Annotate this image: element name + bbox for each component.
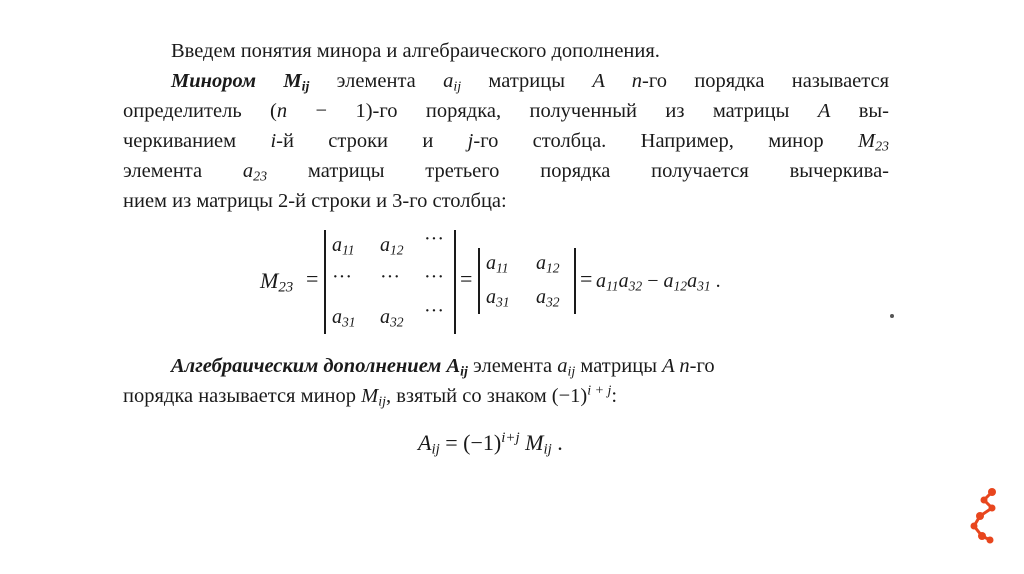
definition-paragraph	[123, 36, 889, 216]
det3-r2-dots-2: ···	[380, 266, 400, 288]
det2-a12: $a_{12}$	[536, 252, 560, 276]
minor-definition-line-3: черкиванием i-й строки и j-го столбца. Например, минор $M_{23}$	[123, 130, 889, 155]
det3-r3-dots: ···	[424, 300, 444, 322]
det3-a11: $a_{11}$	[332, 234, 355, 258]
det3-r1-dots: ···	[424, 228, 444, 250]
det2-a31: $a_{31}$	[486, 286, 510, 310]
det3-a12: $a_{12}$	[380, 234, 404, 258]
minor-definition-line-5: нием из матрицы 2-й строки и 3-го столбца:	[123, 190, 507, 212]
formula-rhs: $a_{11}a_{32} - a_{12}a_{31}$ .	[596, 270, 721, 294]
det2-right-bar	[574, 248, 576, 314]
det3-a32: $a_{32}$	[380, 306, 404, 330]
minor-definition-line-4: элемента $a_{23}$ матрицы третьего порядка получается вычеркива-	[123, 160, 889, 185]
equals-sign-3: =	[580, 266, 593, 291]
det2-left-bar	[478, 248, 480, 314]
symbol-m-ij: $M_{ij}$	[283, 70, 310, 95]
cofactor-formula: $A_{ij} = (-1)^{i+j}$ $M_{ij}$ .	[418, 429, 563, 458]
minor-formula	[252, 228, 772, 336]
term-cofactor: Алгебраическим дополнением	[171, 355, 442, 377]
intro-line	[123, 36, 889, 66]
equals-sign: =	[306, 266, 319, 291]
equals-sign-2: =	[460, 266, 473, 291]
formula-lhs: $M_{23}$	[260, 268, 294, 296]
stray-dot	[890, 314, 894, 318]
cofactor-paragraph	[123, 351, 889, 411]
det3-a31: $a_{31}$	[332, 306, 356, 330]
det3-right-bar	[454, 230, 456, 334]
cofactor-definition-line-1: Алгебраическим дополнением $A_{ij}$ элемента $a_{ij}$ матрицы A n-го	[171, 355, 715, 380]
term-minor: Минором	[171, 70, 257, 92]
det3-left-bar	[324, 230, 326, 334]
minor-definition-line-1: Минором $M_{ij}$ элемента $a_{ij}$ матрицы A n-го порядка называется	[171, 70, 890, 95]
intro-text: Введем понятия минора и алгебраического дополнения.	[171, 40, 660, 62]
cofactor-definition-line-2: порядка называется минор $M_{ij}$, взятый со знаком $(-1)^{i + j}$:	[123, 383, 618, 410]
det3-r2-dots-1: ···	[332, 266, 352, 288]
det2-a11: $a_{11}$	[486, 252, 509, 276]
symbol-a-ij: $a_{ij}$	[443, 70, 462, 95]
decorative-dots-icon	[962, 486, 1002, 546]
minor-definition-line-2: определитель (n − 1)-го порядка, полученный из матрицы A вы-	[123, 100, 890, 122]
det3-r2-dots-3: ···	[424, 266, 444, 288]
det2-a32: $a_{32}$	[536, 286, 560, 310]
